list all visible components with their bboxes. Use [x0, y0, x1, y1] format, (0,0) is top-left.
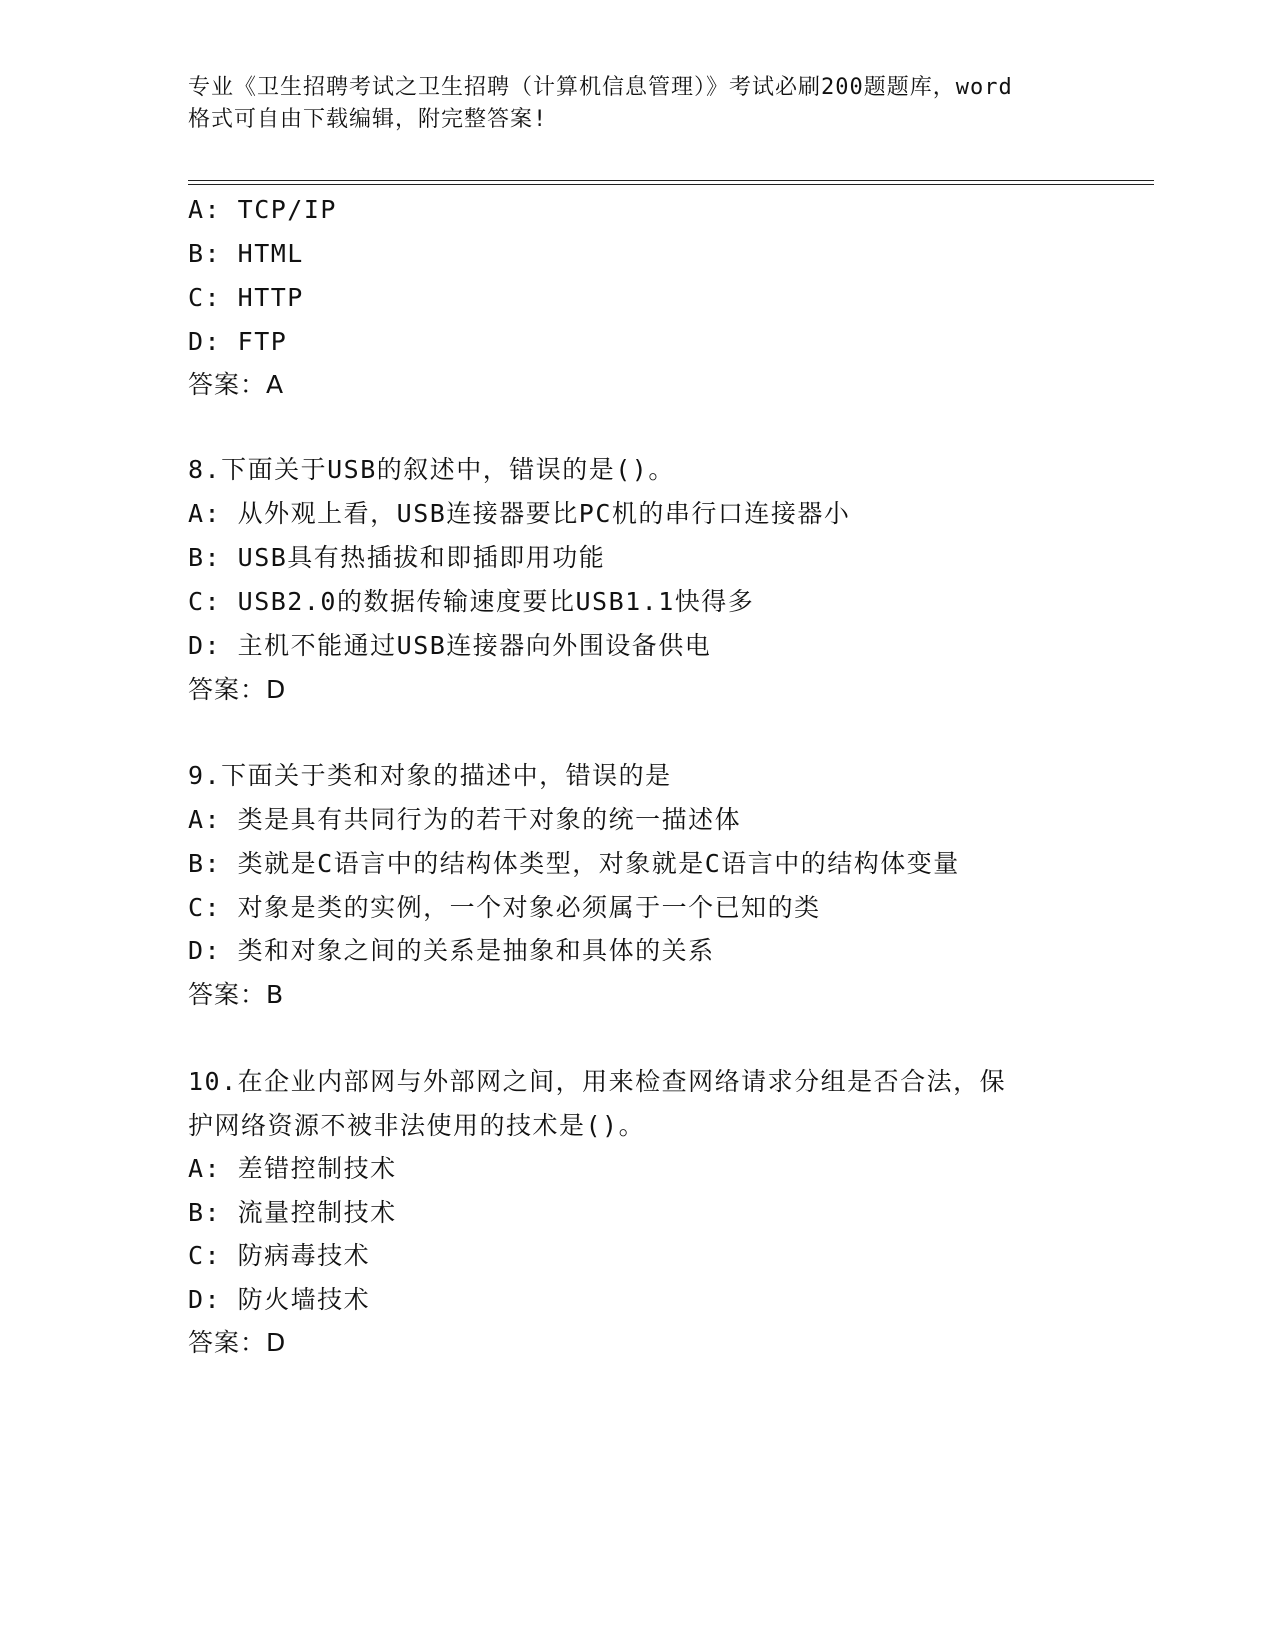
q7-option-a: A: TCP/IP: [188, 195, 337, 224]
q8-option-c: C: USB2.0的数据传输速度要比USB1.1快得多: [188, 587, 755, 616]
q7-answer: 答案：A: [188, 370, 285, 399]
q9-answer: 答案：B: [188, 980, 285, 1009]
q8-option-a: A: 从外观上看，USB连接器要比PC机的串行口连接器小: [188, 499, 851, 528]
q8-option-b: B: USB具有热插拔和即插即用功能: [188, 543, 606, 572]
q8-question: 8.下面关于USB的叙述中，错误的是()。: [188, 455, 675, 484]
document-header: [188, 72, 1088, 136]
q10-answer: 答案：D: [188, 1328, 287, 1357]
header-title-line-1: 专业《卫生招聘考试之卫生招聘（计算机信息管理）》考试必刷200题题库，word: [188, 75, 1013, 100]
q10-option-a: A: 差错控制技术: [188, 1154, 397, 1183]
q10-question-line-1: 10.在企业内部网与外部网之间，用来检查网络请求分组是否合法，保: [188, 1067, 1007, 1096]
q10-option-c: C: 防病毒技术: [188, 1241, 371, 1270]
header-divider-bottom: [188, 184, 1154, 185]
q9-option-d: D: 类和对象之间的关系是抽象和具体的关系: [188, 936, 715, 965]
header-divider-top: [188, 180, 1154, 181]
q10-question-line-2: 护网络资源不被非法使用的技术是()。: [188, 1111, 646, 1140]
q7-option-b: B: HTML: [188, 239, 304, 268]
q9-option-a: A: 类是具有共同行为的若干对象的统一描述体: [188, 805, 742, 834]
q9-question: 9.下面关于类和对象的描述中，错误的是: [188, 761, 672, 790]
q8-option-d: D: 主机不能通过USB连接器向外围设备供电: [188, 631, 712, 660]
q7-option-c: C: HTTP: [188, 283, 304, 312]
q9-option-b: B: 类就是C语言中的结构体类型，对象就是C语言中的结构体变量: [188, 849, 960, 878]
q10-option-b: B: 流量控制技术: [188, 1198, 397, 1227]
q9-option-c: C: 对象是类的实例，一个对象必须属于一个已知的类: [188, 893, 821, 922]
header-title-line-2: 格式可自由下载编辑，附完整答案!: [188, 107, 548, 132]
q8-answer: 答案：D: [188, 675, 287, 704]
q10-option-d: D: 防火墙技术: [188, 1285, 371, 1314]
q7-option-d: D: FTP: [188, 327, 288, 356]
